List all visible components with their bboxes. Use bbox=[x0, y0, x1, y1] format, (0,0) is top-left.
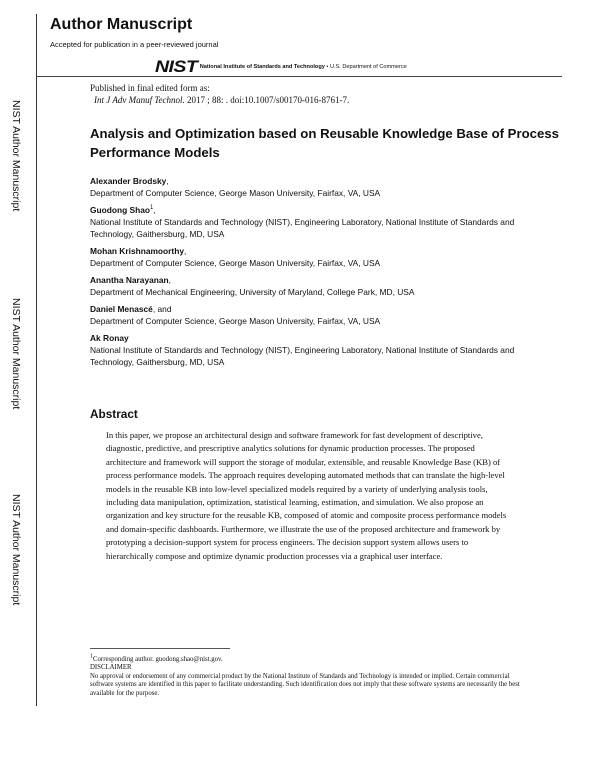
author-entry bbox=[90, 332, 560, 368]
author-affiliation: National Institute of Standards and Technology (NIST), Engineering Laboratory, National Institute of Standards and Technology, Gaithersburg, MD, USA bbox=[90, 345, 515, 367]
agency-suffix: • U.S. Department of Commerce bbox=[324, 64, 407, 70]
author-name: Mohan Krishnamoorthy bbox=[90, 246, 184, 256]
author-name: Alexander Brodsky bbox=[90, 176, 167, 186]
disclaimer-text: No approval or endorsement of any commercial product by the National Institute of Standards and Technology is intended or implied. Certain commercial software systems are identified in this paper to facilitate understanding. Such identification does not imply that these software systems are necessarily the best available for the purpose. bbox=[90, 672, 520, 697]
header-subtitle: Accepted for publication in a peer-reviewed journal bbox=[50, 40, 219, 49]
manuscript-header bbox=[50, 16, 558, 49]
side-label-2: NIST Author Manuscript bbox=[10, 298, 22, 410]
disclaimer-heading: DISCLAIMER bbox=[90, 664, 132, 672]
citation-details: 2017 ; 88: . doi:10.1007/s00170-016-8761-7. bbox=[184, 95, 350, 105]
corresponding-author-note: $^1$Corresponding author. guodong.shao@nist.gov. bbox=[90, 653, 223, 663]
header-title: Author Manuscript bbox=[50, 16, 193, 33]
footnote-rule bbox=[90, 648, 230, 649]
side-label-1: NIST Author Manuscript bbox=[10, 100, 22, 212]
citation-line bbox=[90, 94, 349, 106]
agency-name: National Institute of Standards and Technology bbox=[199, 64, 325, 70]
author-name: Anantha Narayanan bbox=[90, 275, 169, 285]
header-rule bbox=[36, 76, 562, 77]
side-label-3: NIST Author Manuscript bbox=[10, 494, 22, 606]
abstract-body: In this paper, we propose an architectural design and software framework for fast development of descriptive, diagnostic, predictive, and prescriptive analytics solutions for dynamic production processes. The proposed architecture and framework will support the storage of modular, extensible, and reusable Knowledge Base (KB) of process performance models. The approach requires developing automated methods that can translate the high-level models in the reusable KB into low-level specialized models required by a variety of underlying analysis tools, including data manipulation, optimization, statistical learning, estimation, and simulation. We also propose an organization and key structure for the reusable KB, composed of atomic and composite process performance models and domain-specific dashboards. Furthermore, we illustrate the use of the proposed architecture and framework by prototyping a decision-support system for process engineers. The decision support system allows users to hierarchically compose and optimize dynamic production processes via a graphical user interface. bbox=[106, 430, 507, 561]
author-name: Guodong Shao bbox=[90, 205, 151, 215]
author-entry: Mohan Krishnamoorthy, Department of Computer Science, George Mason University, Fairfax, VA, USA bbox=[90, 245, 560, 269]
author-entry: Anantha Narayanan, Department of Mechanical Engineering, University of Maryland, College Park, MD, USA bbox=[90, 274, 560, 298]
nist-banner bbox=[155, 57, 407, 76]
author-affiliation: Department of Computer Science, George Mason University, Fairfax, VA, USA bbox=[90, 188, 381, 198]
paper-title: Analysis and Optimization based on Reusable Knowledge Base of Process Performance Models bbox=[90, 126, 560, 160]
margin-rule bbox=[36, 14, 37, 706]
published-line: Published in final edited form as: bbox=[90, 83, 210, 93]
abstract-heading: Abstract bbox=[90, 407, 138, 421]
journal-name: Int J Adv Manuf Technol. bbox=[94, 95, 185, 105]
author-affiliation: Department of Mechanical Engineering, University of Maryland, College Park, MD, USA bbox=[90, 287, 415, 297]
author-footnote-mark: 1 bbox=[150, 205, 154, 212]
author-list bbox=[90, 175, 560, 373]
author-entry: Daniel Menascé, and Department of Computer Science, George Mason University, Fairfax, VA, USA bbox=[90, 303, 560, 327]
footnotes bbox=[90, 653, 520, 698]
author-entry: Alexander Brodsky, Department of Computer Science, George Mason University, Fairfax, VA, USA bbox=[90, 175, 560, 199]
author-entry: Guodong Shao$^1$, National Institute of Standards and Technology (NIST), Engineering Laboratory, National Institute of Standards and Technology, Gaithersburg, MD, USA bbox=[90, 204, 560, 240]
author-affiliation: National Institute of Standards and Technology (NIST), Engineering Laboratory, National Institute of Standards and Technology, Gaithersburg, MD, USA bbox=[90, 217, 515, 239]
author-affiliation: Department of Computer Science, George Mason University, Fairfax, VA, USA bbox=[90, 258, 381, 268]
publication-info bbox=[90, 82, 349, 106]
nist-logo: NIST bbox=[155, 57, 198, 76]
author-name: Daniel Menascé bbox=[90, 304, 153, 314]
author-name: Ak Ronay bbox=[90, 333, 129, 343]
author-affiliation: Department of Computer Science, George Mason University, Fairfax, VA, USA bbox=[90, 316, 381, 326]
